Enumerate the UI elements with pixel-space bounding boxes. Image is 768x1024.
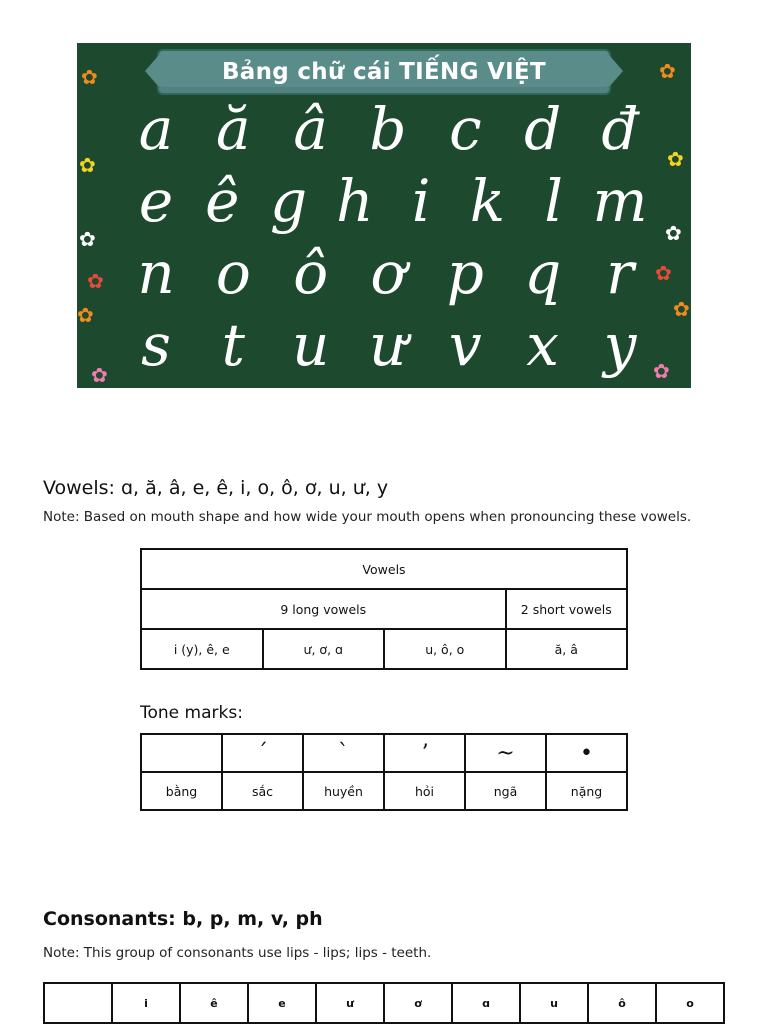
table-header-cell: u xyxy=(520,983,588,1023)
alphabet-letter: g xyxy=(269,167,308,235)
flower-icon: ✿ xyxy=(81,65,98,89)
alphabet-letter: i xyxy=(411,167,431,235)
tone-mark: ʼ xyxy=(384,734,465,772)
alphabet-letter: a xyxy=(138,95,174,163)
tone-name: bằng xyxy=(141,772,222,810)
table-cell: ư, ơ, ɑ xyxy=(263,629,385,669)
flower-icon: ✿ xyxy=(91,363,108,387)
tone-name: huyền xyxy=(303,772,384,810)
alphabet-letter: ă xyxy=(216,95,251,163)
banner-ribbon xyxy=(157,49,611,95)
alphabet-letter: v xyxy=(448,311,482,379)
alphabet-letter: l xyxy=(544,167,563,235)
alphabet-row xyxy=(123,93,653,165)
alphabet-row xyxy=(123,165,653,237)
alphabet-letter: t xyxy=(221,311,245,379)
tone-mark: • xyxy=(546,734,627,772)
table-header-cell: o xyxy=(656,983,724,1023)
flower-icon: ✿ xyxy=(659,59,676,83)
tone-mark: ˋ xyxy=(303,734,384,772)
tone-name: ngã xyxy=(465,772,546,810)
flower-icon: ✿ xyxy=(667,147,684,171)
table-row xyxy=(141,589,627,629)
table-header-cell: ư xyxy=(316,983,384,1023)
flower-icon: ✿ xyxy=(79,227,96,251)
table-cell: u, ô, o xyxy=(384,629,506,669)
short-vowels-label: 2 short vowels xyxy=(506,589,628,629)
tone-marks-table xyxy=(140,733,628,811)
alphabet-letter: y xyxy=(603,311,637,379)
alphabet-letter: o xyxy=(215,239,251,307)
alphabet-letter: ê xyxy=(205,167,240,235)
alphabet-letter: b xyxy=(369,95,407,163)
alphabet-letter: m xyxy=(592,167,648,235)
alphabet-letter: d xyxy=(524,95,562,163)
alphabet-letter: â xyxy=(293,95,328,163)
flower-icon: ✿ xyxy=(79,153,96,177)
vowels-note: Note: Based on mouth shape and how wide your mouth opens when pronouncing these vowels. xyxy=(43,509,692,525)
alphabet-row xyxy=(123,237,653,309)
table-row xyxy=(141,772,627,810)
consonants-heading: Consonants: b, p, m, v, ph xyxy=(43,908,323,930)
alphabet-letter: s xyxy=(141,311,171,379)
vowels-table-title: Vowels xyxy=(141,549,627,589)
table-header-cell: i xyxy=(112,983,180,1023)
flower-icon: ✿ xyxy=(655,261,672,285)
consonants-table xyxy=(43,982,725,1024)
tone-mark: ~ xyxy=(465,734,546,772)
banner-title: Bảng chữ cái TIẾNG VIỆT xyxy=(221,59,547,85)
tone-name: nặng xyxy=(546,772,627,810)
tone-name: sắc xyxy=(222,772,303,810)
flower-icon: ✿ xyxy=(87,269,104,293)
alphabet-letter: đ xyxy=(601,95,639,163)
alphabet-letter: ư xyxy=(369,311,407,379)
alphabet-letter: r xyxy=(606,239,634,307)
alphabet-letter: e xyxy=(138,167,174,235)
tone-mark xyxy=(141,734,222,772)
alphabet-grid xyxy=(123,93,653,381)
table-row xyxy=(141,549,627,589)
flower-icon: ✿ xyxy=(77,303,94,327)
alphabet-letter: c xyxy=(449,95,482,163)
vowels-table xyxy=(140,548,628,670)
table-row xyxy=(141,734,627,772)
alphabet-banner xyxy=(77,43,691,388)
alphabet-letter: x xyxy=(526,311,559,379)
table-row xyxy=(141,629,627,669)
tone-mark: ˊ xyxy=(222,734,303,772)
alphabet-letter: p xyxy=(446,239,484,307)
alphabet-letter: n xyxy=(137,239,175,307)
flower-icon: ✿ xyxy=(653,359,670,383)
tone-name: hỏi xyxy=(384,772,465,810)
table-cell: i (y), ê, e xyxy=(141,629,263,669)
table-header-cell: e xyxy=(248,983,316,1023)
long-vowels-label: 9 long vowels xyxy=(141,589,506,629)
alphabet-letter: h xyxy=(336,167,374,235)
tones-heading: Tone marks: xyxy=(140,703,243,723)
table-header-cell: ê xyxy=(180,983,248,1023)
flower-icon: ✿ xyxy=(665,221,682,245)
vowels-heading: Vowels: ɑ, ă, â, e, ê, i, o, ô, ơ, u, ư, y xyxy=(43,477,389,499)
consonants-note: Note: This group of consonants use lips - lips; lips - teeth. xyxy=(43,945,432,961)
flower-icon: ✿ xyxy=(673,297,690,321)
table-cell: ă, â xyxy=(506,629,628,669)
alphabet-letter: ô xyxy=(293,239,329,307)
alphabet-letter: k xyxy=(469,167,505,235)
alphabet-row xyxy=(123,309,653,381)
table-header-cell: ơ xyxy=(384,983,452,1023)
table-header-cell: ɑ xyxy=(452,983,520,1023)
table-header-cell: ô xyxy=(588,983,656,1023)
table-row xyxy=(44,983,724,1023)
alphabet-letter: ơ xyxy=(370,239,406,307)
alphabet-letter: u xyxy=(291,311,330,379)
table-header-cell xyxy=(44,983,112,1023)
alphabet-letter: q xyxy=(524,239,562,307)
